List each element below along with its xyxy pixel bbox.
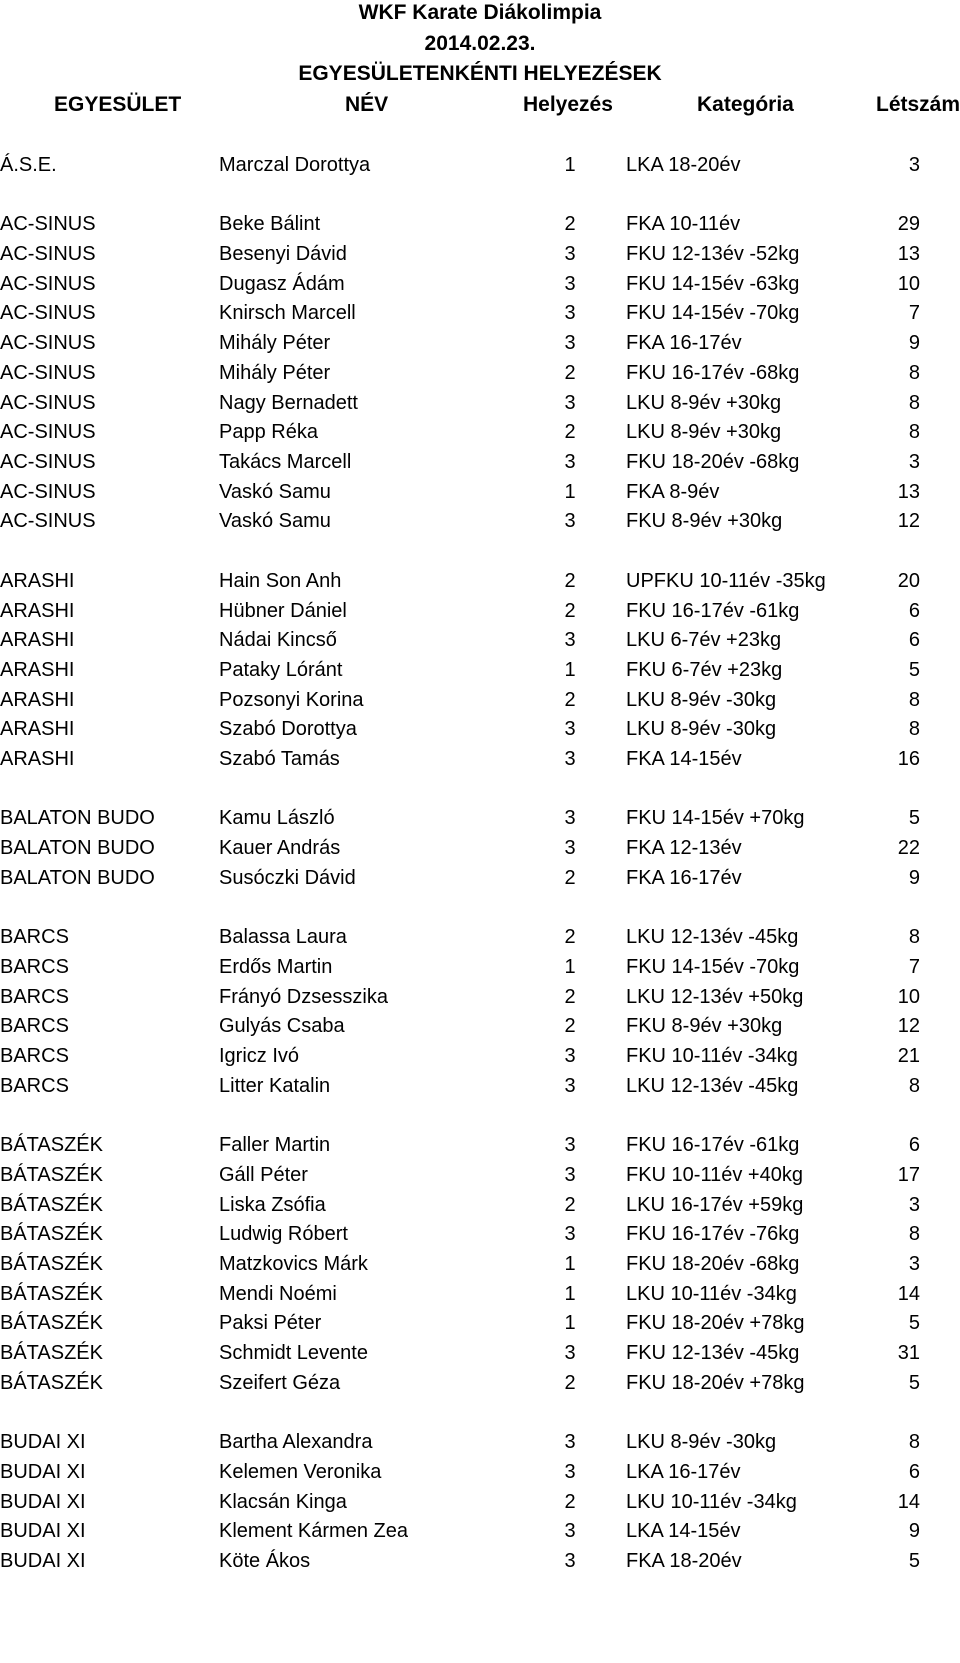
- cell-category: LKU 6-7év +23kg: [626, 629, 782, 651]
- cell-place: 3: [564, 332, 576, 354]
- table-row: [0, 1011, 960, 1041]
- cell-club: AC-SINUS: [0, 332, 96, 354]
- cell-place: 1: [564, 1283, 576, 1305]
- cell-count: 13: [897, 481, 920, 503]
- cell-place: 3: [564, 1134, 576, 1156]
- cell-count: 21: [897, 1045, 920, 1067]
- cell-name: Erdős Martin: [219, 956, 333, 978]
- cell-category: FKU 8-9év +30kg: [626, 1015, 783, 1037]
- cell-place: 2: [564, 362, 576, 384]
- table-row: [0, 714, 960, 744]
- cell-count: 3: [908, 451, 920, 473]
- cell-count: 9: [908, 1520, 920, 1542]
- cell-name: Balassa Laura: [219, 926, 347, 948]
- cell-name: Takács Marcell: [219, 451, 352, 473]
- cell-name: Szabó Tamás: [219, 748, 340, 770]
- cell-club: BUDAI XI: [0, 1461, 86, 1483]
- cell-count: 6: [908, 600, 920, 622]
- cell-club: AC-SINUS: [0, 392, 96, 414]
- cell-category: LKU 10-11év -34kg: [626, 1491, 797, 1513]
- table-row: [0, 269, 960, 299]
- cell-place: 2: [564, 1372, 576, 1394]
- cell-count: 13: [897, 243, 920, 265]
- cell-name: Frányó Dzsesszika: [219, 986, 388, 1008]
- table-row: [0, 1338, 960, 1368]
- table-row: [0, 1308, 960, 1338]
- cell-name: Besenyi Dávid: [219, 243, 347, 265]
- cell-name: Mihály Péter: [219, 332, 331, 354]
- cell-club: BÁTASZÉK: [0, 1283, 103, 1305]
- cell-name: Köte Ákos: [219, 1550, 311, 1572]
- cell-place: 2: [564, 926, 576, 948]
- cell-club: AC-SINUS: [0, 243, 96, 265]
- cell-category: LKU 8-9év -30kg: [626, 718, 777, 740]
- cell-place: 1: [564, 659, 576, 681]
- cell-name: Dugasz Ádám: [219, 273, 345, 295]
- table-row: [0, 1457, 960, 1487]
- cell-club: BÁTASZÉK: [0, 1253, 103, 1275]
- cell-club: ARASHI: [0, 689, 75, 711]
- cell-club: BUDAI XI: [0, 1550, 86, 1572]
- cell-place: 1: [564, 1312, 576, 1334]
- cell-count: 3: [908, 1253, 920, 1275]
- cell-club: BUDAI XI: [0, 1491, 86, 1513]
- cell-category: FKA 8-9év: [626, 481, 720, 503]
- cell-name: Mihály Péter: [219, 362, 331, 384]
- cell-category: FKU 16-17év -61kg: [626, 600, 800, 622]
- cell-count: 6: [908, 1461, 920, 1483]
- cell-place: 3: [564, 243, 576, 265]
- cell-place: 3: [564, 273, 576, 295]
- cell-club: ARASHI: [0, 718, 75, 740]
- cell-count: 8: [908, 689, 920, 711]
- cell-name: Susóczki Dávid: [219, 867, 356, 889]
- cell-club: ARASHI: [0, 629, 75, 651]
- cell-name: Klacsán Kinga: [219, 1491, 347, 1513]
- table-row: [0, 239, 960, 269]
- cell-place: 3: [564, 302, 576, 324]
- cell-place: 2: [564, 213, 576, 235]
- cell-club: BARCS: [0, 986, 69, 1008]
- cell-club: BÁTASZÉK: [0, 1194, 103, 1216]
- cell-club: AC-SINUS: [0, 213, 96, 235]
- table-row: [0, 982, 960, 1012]
- cell-name: Pozsonyi Korina: [219, 689, 364, 711]
- cell-club: BALATON BUDO: [0, 837, 155, 859]
- column-header-club: EGYESÜLET: [54, 93, 182, 116]
- cell-count: 5: [908, 659, 920, 681]
- cell-name: Hübner Dániel: [219, 600, 347, 622]
- cell-club: BÁTASZÉK: [0, 1223, 103, 1245]
- cell-count: 17: [897, 1164, 920, 1186]
- cell-count: 20: [897, 570, 920, 592]
- cell-category: LKU 12-13év -45kg: [626, 926, 799, 948]
- cell-category: FKU 18-20év -68kg: [626, 1253, 800, 1275]
- cell-name: Klement Kármen Zea: [219, 1520, 408, 1542]
- cell-place: 3: [564, 1342, 576, 1364]
- cell-category: LKU 12-13év -45kg: [626, 1075, 799, 1097]
- cell-place: 3: [564, 629, 576, 651]
- table-row: [0, 1516, 960, 1546]
- cell-category: FKU 14-15év +70kg: [626, 807, 805, 829]
- cell-club: AC-SINUS: [0, 421, 96, 443]
- cell-count: 16: [897, 748, 920, 770]
- cell-place: 1: [564, 1253, 576, 1275]
- cell-name: Szeifert Géza: [219, 1372, 341, 1394]
- cell-place: 3: [564, 837, 576, 859]
- table-row: [0, 477, 960, 507]
- cell-place: 3: [564, 392, 576, 414]
- cell-club: BUDAI XI: [0, 1431, 86, 1453]
- cell-place: 2: [564, 689, 576, 711]
- cell-name: Kelemen Veronika: [219, 1461, 382, 1483]
- cell-count: 3: [908, 154, 920, 176]
- cell-category: LKU 8-9év +30kg: [626, 392, 782, 414]
- table-row: [0, 1368, 960, 1398]
- table-row: [0, 922, 960, 952]
- table-row: [0, 1487, 960, 1517]
- cell-name: Ludwig Róbert: [219, 1223, 348, 1245]
- table-row: [0, 447, 960, 477]
- cell-place: 2: [564, 421, 576, 443]
- cell-category: LKU 8-9év -30kg: [626, 1431, 777, 1453]
- cell-place: 3: [564, 1461, 576, 1483]
- table-row: [0, 388, 960, 418]
- cell-place: 2: [564, 570, 576, 592]
- cell-place: 2: [564, 600, 576, 622]
- table-row: [0, 1427, 960, 1457]
- cell-club: ARASHI: [0, 600, 75, 622]
- cell-place: 3: [564, 748, 576, 770]
- table-row: [0, 1071, 960, 1101]
- table-row: [0, 358, 960, 388]
- cell-name: Paksi Péter: [219, 1312, 322, 1334]
- cell-name: Kamu László: [219, 807, 335, 829]
- cell-place: 2: [564, 867, 576, 889]
- cell-club: BARCS: [0, 1045, 69, 1067]
- cell-place: 3: [564, 1550, 576, 1572]
- cell-name: Nagy Bernadett: [219, 392, 358, 414]
- cell-category: UPFKU 10-11év -35kg: [626, 570, 826, 592]
- cell-count: 5: [908, 1372, 920, 1394]
- cell-count: 7: [908, 302, 920, 324]
- table-row: [0, 863, 960, 893]
- cell-category: FKU 14-15év -70kg: [626, 956, 800, 978]
- cell-name: Matzkovics Márk: [219, 1253, 368, 1275]
- cell-count: 9: [908, 867, 920, 889]
- cell-category: FKU 8-9év +30kg: [626, 510, 783, 532]
- cell-name: Vaskó Samu: [219, 481, 331, 503]
- table-row: [0, 209, 960, 239]
- cell-count: 6: [908, 1134, 920, 1156]
- cell-category: LKU 12-13év +50kg: [626, 986, 804, 1008]
- table-row: [0, 803, 960, 833]
- cell-category: FKA 10-11év: [626, 213, 741, 235]
- cell-club: BUDAI XI: [0, 1520, 86, 1542]
- cell-count: 14: [897, 1491, 920, 1513]
- cell-category: FKU 10-11év -34kg: [626, 1045, 798, 1067]
- cell-name: Papp Réka: [219, 421, 318, 443]
- table-row: [0, 655, 960, 685]
- cell-club: BÁTASZÉK: [0, 1372, 103, 1394]
- cell-name: Faller Martin: [219, 1134, 331, 1156]
- cell-club: BARCS: [0, 926, 69, 948]
- cell-place: 3: [564, 510, 576, 532]
- cell-name: Nádai Kincső: [219, 629, 337, 651]
- cell-category: LKU 16-17év +59kg: [626, 1194, 804, 1216]
- cell-count: 10: [897, 986, 920, 1008]
- cell-place: 3: [564, 1045, 576, 1067]
- cell-count: 14: [897, 1283, 920, 1305]
- column-header-category: Kategória: [697, 93, 794, 116]
- cell-count: 7: [908, 956, 920, 978]
- cell-name: Igricz Ivó: [219, 1045, 300, 1067]
- table-row: [0, 506, 960, 536]
- column-header-name: NÉV: [345, 93, 389, 116]
- table-row: [0, 1546, 960, 1576]
- cell-club: ARASHI: [0, 748, 75, 770]
- cell-count: 10: [897, 273, 920, 295]
- cell-category: FKU 16-17év -68kg: [626, 362, 800, 384]
- cell-category: FKA 12-13év: [626, 837, 742, 859]
- cell-club: AC-SINUS: [0, 273, 96, 295]
- cell-count: 8: [908, 392, 920, 414]
- cell-category: FKU 6-7év +23kg: [626, 659, 783, 681]
- cell-club: BÁTASZÉK: [0, 1164, 103, 1186]
- cell-count: 5: [908, 807, 920, 829]
- cell-name: Schmidt Levente: [219, 1342, 368, 1364]
- table-row: [0, 1041, 960, 1071]
- cell-category: FKA 14-15év: [626, 748, 742, 770]
- table-row: [0, 417, 960, 447]
- cell-name: Beke Bálint: [219, 213, 321, 235]
- table-row: [0, 596, 960, 626]
- cell-place: 2: [564, 986, 576, 1008]
- cell-club: BARCS: [0, 956, 69, 978]
- cell-category: LKU 8-9év +30kg: [626, 421, 782, 443]
- cell-name: Mendi Noémi: [219, 1283, 337, 1305]
- cell-count: 3: [908, 1194, 920, 1216]
- cell-count: 31: [897, 1342, 920, 1364]
- cell-category: LKA 14-15év: [626, 1520, 741, 1542]
- cell-club: AC-SINUS: [0, 302, 96, 324]
- document-subtitle: EGYESÜLETENKÉNTI HELYEZÉSEK: [298, 62, 662, 85]
- cell-place: 3: [564, 1223, 576, 1245]
- table-row: [0, 1279, 960, 1309]
- column-header-place: Helyezés: [523, 93, 613, 116]
- document-title: WKF Karate Diákolimpia: [358, 1, 602, 24]
- cell-category: FKU 16-17év -76kg: [626, 1223, 800, 1245]
- cell-count: 8: [908, 421, 920, 443]
- cell-category: LKU 8-9év -30kg: [626, 689, 777, 711]
- cell-count: 8: [908, 926, 920, 948]
- cell-name: Knirsch Marcell: [219, 302, 356, 324]
- table-row: [0, 744, 960, 774]
- cell-category: FKU 14-15év -63kg: [626, 273, 800, 295]
- cell-place: 3: [564, 718, 576, 740]
- cell-place: 3: [564, 1431, 576, 1453]
- table-row: [0, 952, 960, 982]
- cell-name: Marczal Dorottya: [219, 154, 371, 176]
- table-row: [0, 150, 960, 180]
- cell-count: 8: [908, 1075, 920, 1097]
- cell-count: 8: [908, 1223, 920, 1245]
- cell-club: AC-SINUS: [0, 510, 96, 532]
- cell-count: 8: [908, 718, 920, 740]
- cell-name: Szabó Dorottya: [219, 718, 357, 740]
- cell-name: Gulyás Csaba: [219, 1015, 345, 1037]
- cell-name: Liska Zsófia: [219, 1194, 326, 1216]
- cell-club: BÁTASZÉK: [0, 1342, 103, 1364]
- column-header-count: Létszám: [876, 93, 960, 116]
- cell-category: FKU 18-20év -68kg: [626, 451, 800, 473]
- cell-club: ARASHI: [0, 659, 75, 681]
- cell-name: Kauer András: [219, 837, 341, 859]
- cell-category: FKU 12-13év -45kg: [626, 1342, 800, 1364]
- cell-club: Á.S.E.: [0, 154, 57, 176]
- cell-place: 2: [564, 1015, 576, 1037]
- cell-category: LKA 18-20év: [626, 154, 741, 176]
- cell-category: FKA 16-17év: [626, 332, 742, 354]
- cell-count: 22: [897, 837, 920, 859]
- cell-category: LKA 16-17év: [626, 1461, 741, 1483]
- cell-club: BÁTASZÉK: [0, 1134, 103, 1156]
- cell-name: Hain Son Anh: [219, 570, 342, 592]
- cell-place: 1: [564, 154, 576, 176]
- cell-club: ARASHI: [0, 570, 75, 592]
- cell-category: FKU 18-20év +78kg: [626, 1312, 805, 1334]
- cell-category: FKU 12-13év -52kg: [626, 243, 800, 265]
- table-row: [0, 833, 960, 863]
- table-row: [0, 625, 960, 655]
- cell-place: 2: [564, 1194, 576, 1216]
- cell-category: FKU 18-20év +78kg: [626, 1372, 805, 1394]
- cell-name: Bartha Alexandra: [219, 1431, 373, 1453]
- cell-count: 5: [908, 1312, 920, 1334]
- cell-place: 2: [564, 1491, 576, 1513]
- cell-club: AC-SINUS: [0, 481, 96, 503]
- table-row: [0, 685, 960, 715]
- cell-category: FKA 18-20év: [626, 1550, 742, 1572]
- cell-club: BÁTASZÉK: [0, 1312, 103, 1334]
- cell-count: 8: [908, 1431, 920, 1453]
- cell-count: 29: [897, 213, 920, 235]
- table-row: [0, 1190, 960, 1220]
- cell-place: 1: [564, 481, 576, 503]
- cell-category: FKU 14-15év -70kg: [626, 302, 800, 324]
- table-row: [0, 298, 960, 328]
- cell-club: AC-SINUS: [0, 362, 96, 384]
- cell-category: FKU 10-11év +40kg: [626, 1164, 803, 1186]
- cell-name: Pataky Lóránt: [219, 659, 343, 681]
- cell-place: 3: [564, 1164, 576, 1186]
- cell-count: 5: [908, 1550, 920, 1572]
- document-date: 2014.02.23.: [424, 32, 536, 55]
- cell-count: 12: [897, 1015, 920, 1037]
- cell-category: FKU 16-17év -61kg: [626, 1134, 800, 1156]
- table-row: [0, 1130, 960, 1160]
- cell-place: 3: [564, 807, 576, 829]
- cell-count: 6: [908, 629, 920, 651]
- cell-place: 3: [564, 1075, 576, 1097]
- cell-name: Litter Katalin: [219, 1075, 331, 1097]
- cell-name: Gáll Péter: [219, 1164, 308, 1186]
- table-row: [0, 328, 960, 358]
- table-row: [0, 566, 960, 596]
- cell-club: BARCS: [0, 1015, 69, 1037]
- cell-place: 3: [564, 451, 576, 473]
- cell-club: BALATON BUDO: [0, 807, 155, 829]
- cell-place: 1: [564, 956, 576, 978]
- cell-count: 8: [908, 362, 920, 384]
- cell-count: 12: [897, 510, 920, 532]
- table-row: [0, 1249, 960, 1279]
- cell-name: Vaskó Samu: [219, 510, 331, 532]
- cell-club: BALATON BUDO: [0, 867, 155, 889]
- cell-club: AC-SINUS: [0, 451, 96, 473]
- table-row: [0, 1160, 960, 1190]
- cell-category: LKU 10-11év -34kg: [626, 1283, 797, 1305]
- table-row: [0, 1219, 960, 1249]
- cell-club: BARCS: [0, 1075, 69, 1097]
- cell-count: 9: [908, 332, 920, 354]
- cell-category: FKA 16-17év: [626, 867, 742, 889]
- cell-place: 3: [564, 1520, 576, 1542]
